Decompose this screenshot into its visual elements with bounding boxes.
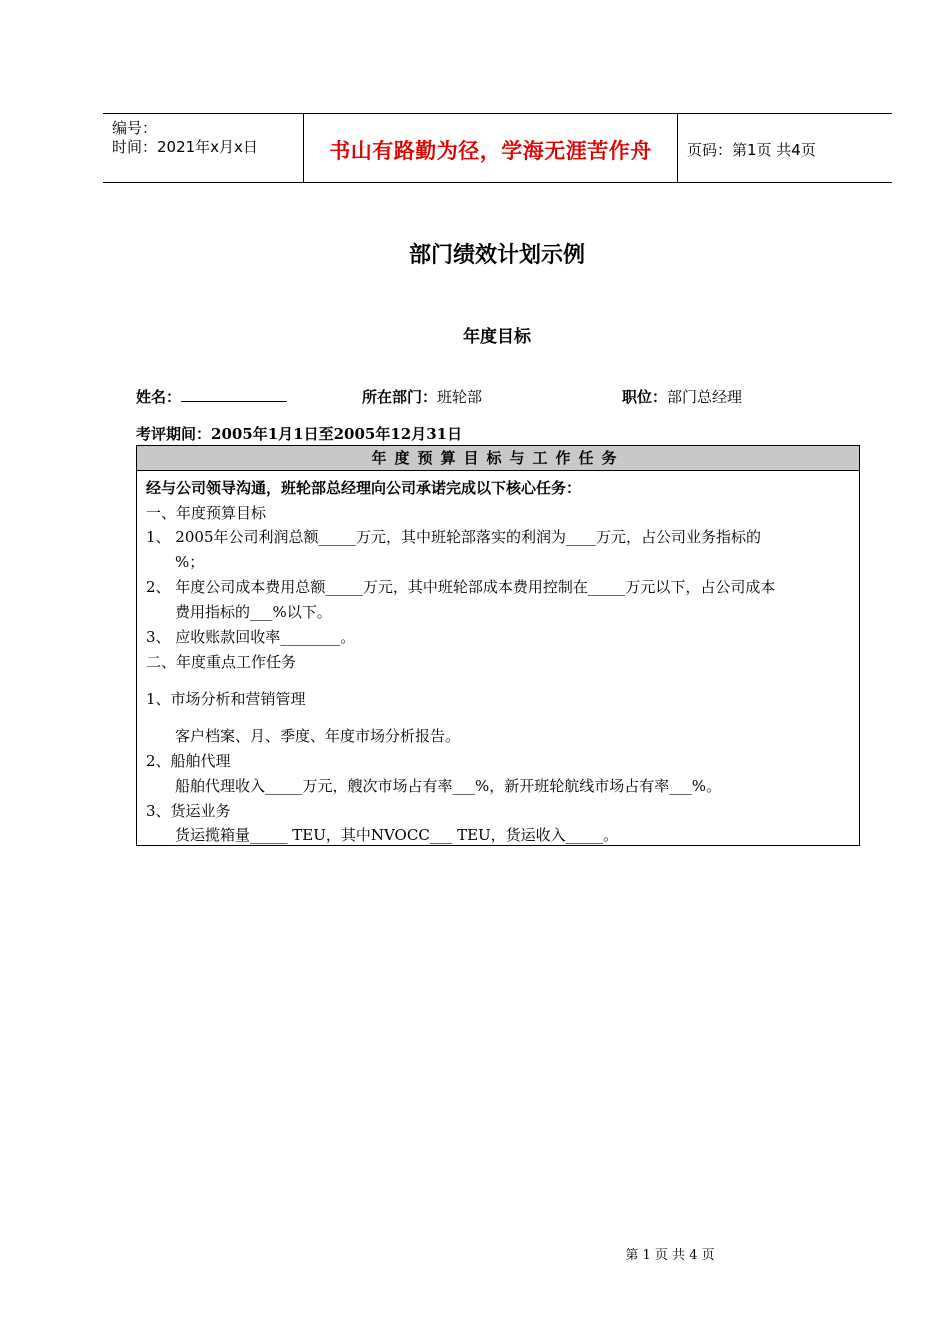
table-line: 费用指标的___%以下。 xyxy=(175,603,332,621)
table-line: 1、市场分析和营销管理 xyxy=(146,690,306,708)
table-line: 3、 应收账款回收率________。 xyxy=(146,628,356,646)
motto: 书山有路勤为径，学海无涯苦作舟 xyxy=(329,138,652,163)
page-info: 页码：第1页 共4页 xyxy=(687,141,816,159)
department-label: 所在部门： xyxy=(362,388,438,406)
position-label: 职位： xyxy=(622,388,668,406)
table-line: 2、船舶代理 xyxy=(146,752,231,770)
table-line: 2、 年度公司成本费用总额_____万元，其中班轮部成本费用控制在_____万元以下，占公司成本 xyxy=(146,578,776,596)
table-line: 二、年度重点工作任务 xyxy=(146,653,297,671)
position-value: 部门总经理 xyxy=(667,388,743,406)
code-label: 编号： xyxy=(112,119,158,137)
table-line: 船舶代理收入_____万元，艘次市场占有率___%，新开班轮航线市场占有率___%。 xyxy=(175,777,722,795)
goals-table xyxy=(136,445,860,846)
page-subtitle: 年度目标 xyxy=(463,327,531,347)
table-line: 1、 2005年公司利润总额_____万元，其中班轮部落实的利润为____万元，占公司业务指标的 xyxy=(146,528,761,546)
page-footer: 第 1 页 共 4 页 xyxy=(625,1248,715,1263)
header-meta-cell xyxy=(103,114,304,182)
table-line: 一、年度预算目标 xyxy=(146,504,267,522)
position-field xyxy=(622,386,742,407)
header-page-cell xyxy=(678,114,892,182)
table-heading: 年度预算目标与工作任务 xyxy=(137,446,859,471)
evaluation-period: 考评期间：2005年1月1日至2005年12月31日 xyxy=(136,425,463,443)
document-header xyxy=(103,113,892,183)
page-title: 部门绩效计划示例 xyxy=(408,243,585,268)
table-line: 客户档案、月、季度、年度市场分析报告。 xyxy=(175,727,461,745)
table-line: 货运揽箱量_____ TEU，其中NVOCC___ TEU，货运收入_____。 xyxy=(175,826,619,844)
name-label: 姓名： xyxy=(136,388,182,406)
date-line: 时间：2021年x月x日 xyxy=(112,138,258,156)
department-field xyxy=(362,386,482,407)
table-line: %； xyxy=(175,553,205,571)
header-motto-cell xyxy=(304,114,678,182)
table-line: 3、货运业务 xyxy=(146,802,231,820)
name-blank xyxy=(181,387,287,402)
table-line: 经与公司领导沟通，班轮部总经理向公司承诺完成以下核心任务： xyxy=(146,479,582,497)
name-field xyxy=(136,386,287,407)
department-value: 班轮部 xyxy=(437,388,483,406)
